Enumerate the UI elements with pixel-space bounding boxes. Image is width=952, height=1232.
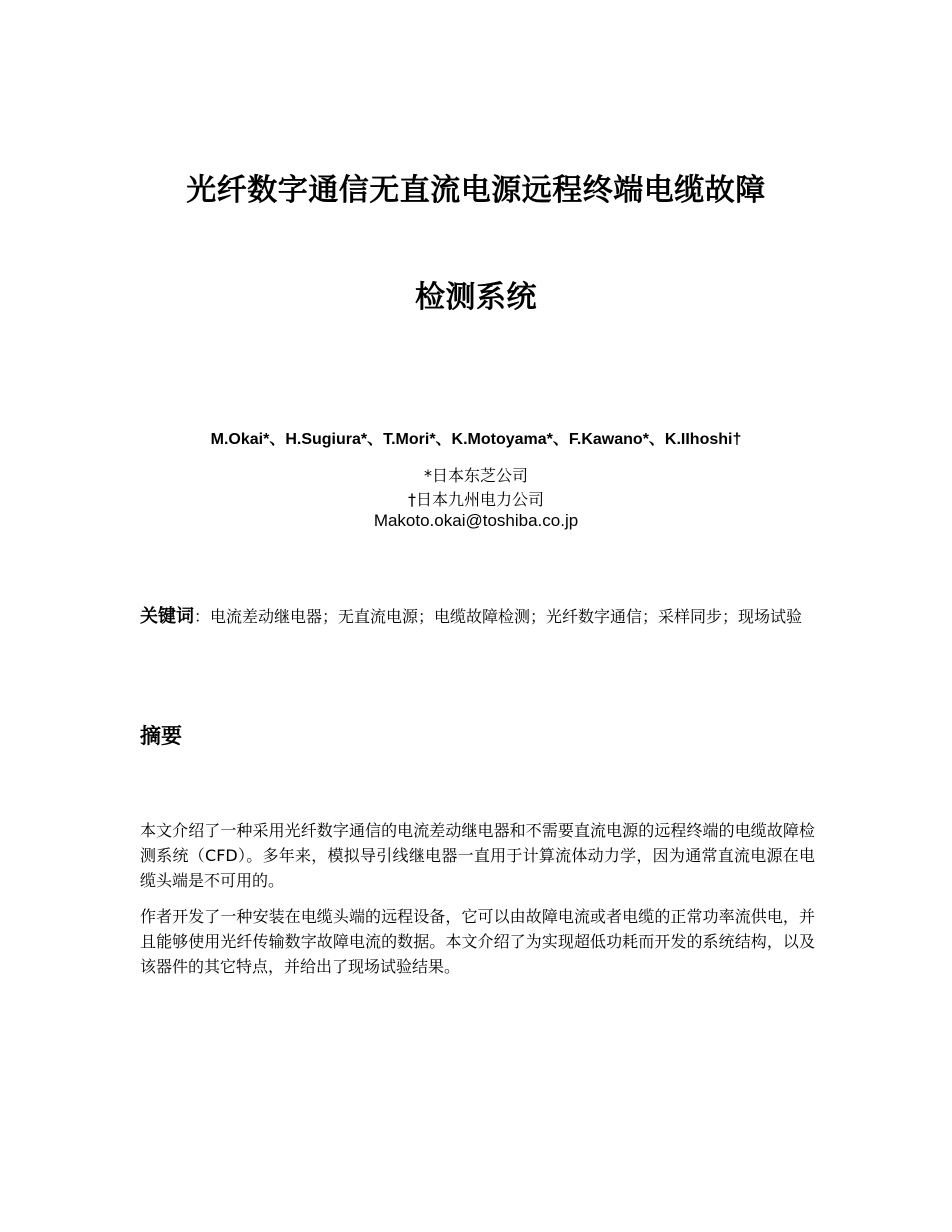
paper-title-line-2: 检测系统 xyxy=(415,280,537,315)
author-email: Makoto.okai@toshiba.co.jp xyxy=(373,511,579,530)
abstract-paragraph-2: 作者开发了一种安装在电缆头端的远程设备，它可以由故障电流或者电缆的正常功率流供电，并且能够使用光纤传输数字故障电流的数据。本文介绍了为实现超低功耗而开发的系统结构，以及该器件的其它特点，并给出了现场试验结果。 xyxy=(140,907,815,976)
abstract-paragraph-1: 本文介绍了一种采用光纤数字通信的电流差动继电器和不需要直流电源的远程终端的电缆故障检测系统（CFD）。多年来，模拟导引线继电器一直用于计算流体动力学，因为通常直流电源在电缆头端是不可用的。 xyxy=(140,821,815,890)
author-list: M.Okai*、H.Sugiura*、T.Mori*、K.Motoyama*、F.Kawano*、K.IIhoshi† xyxy=(210,431,742,448)
affiliation-kyushu-electric: †日本九州电力公司 xyxy=(407,490,544,509)
keywords-text: ：电流差动继电器；无直流电源；电缆故障检测；光纤数字通信；采样同步；现场试验 xyxy=(194,607,803,626)
abstract-heading: 摘要 xyxy=(140,724,182,748)
paper-title-line-1: 光纤数字通信无直流电源远程终端电缆故障 xyxy=(186,173,766,208)
affiliation-toshiba: *日本东芝公司 xyxy=(423,466,528,485)
keywords-block xyxy=(140,604,810,630)
keywords-label: 关键词 xyxy=(140,606,194,627)
